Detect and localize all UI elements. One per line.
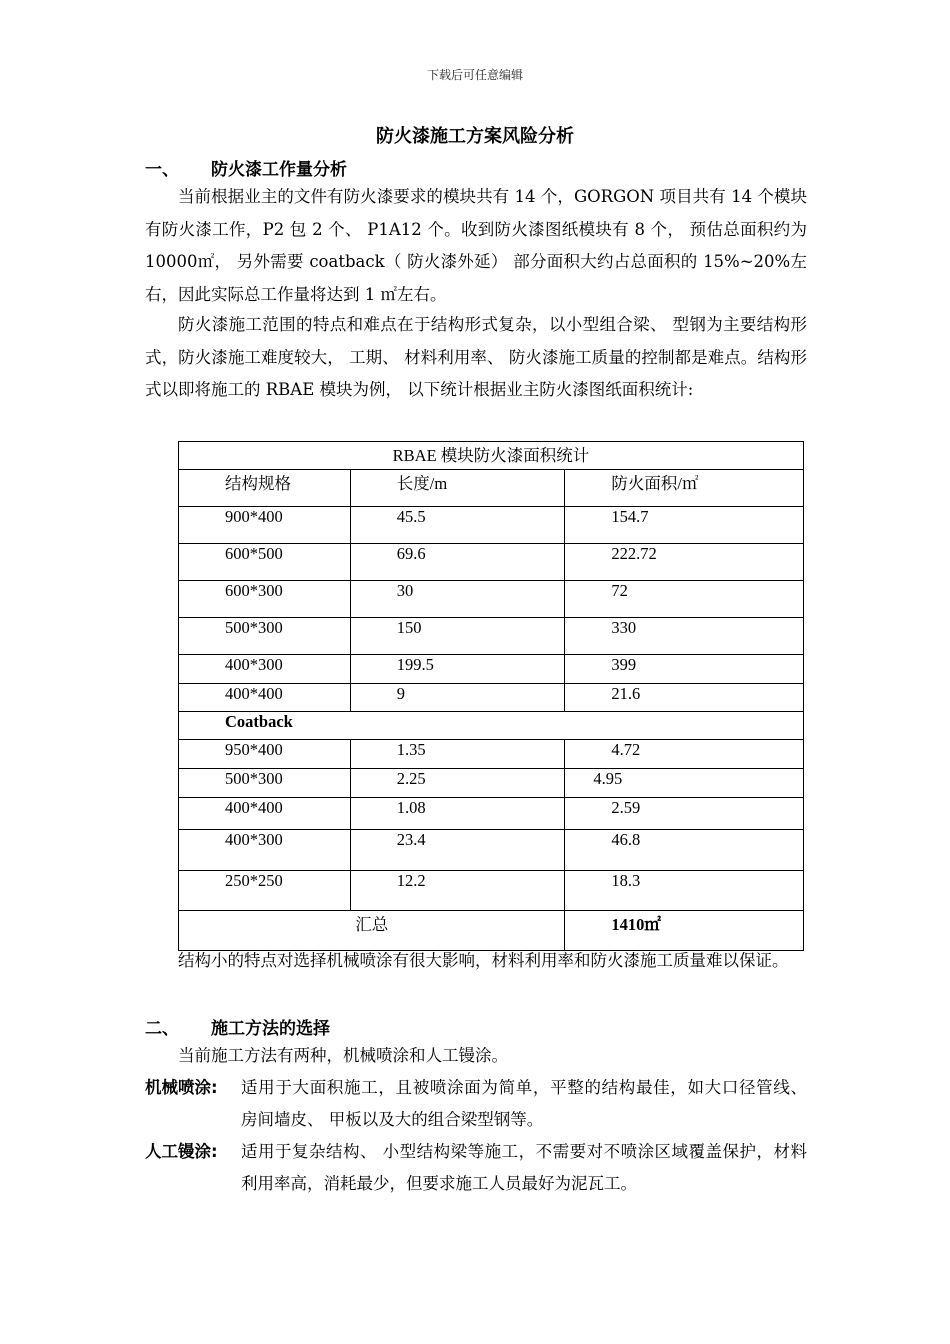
cell-area: 4.72 <box>565 740 804 769</box>
cell-area: 399 <box>565 655 804 684</box>
cell-area: 46.8 <box>565 830 804 871</box>
cell-area: 154.7 <box>565 507 804 544</box>
header-area: 防火面积/㎡ <box>565 470 804 507</box>
cell-length: 12.2 <box>350 871 565 911</box>
section-2-heading <box>145 1014 330 1039</box>
table-row <box>179 581 804 618</box>
cell-length: 1.35 <box>350 740 565 769</box>
coatback-section-label: Coatback <box>179 712 804 740</box>
cell-area: 21.6 <box>565 684 804 712</box>
table-header-row <box>179 470 804 507</box>
cell-length: 2.25 <box>350 769 565 798</box>
cell-length: 30 <box>350 581 565 618</box>
table-row <box>179 684 804 712</box>
cell-spec: 400*400 <box>179 684 351 712</box>
header-spec: 结构规格 <box>179 470 351 507</box>
cell-length: 9 <box>350 684 565 712</box>
method-description: 适用于大面积施工，且被喷涂面为简单，平整的结构最佳，如大口径管线、 房间墙皮、 甲板以及大的组合梁型钢等。 <box>241 1078 807 1129</box>
section-2-number: 二、 <box>145 1019 179 1039</box>
cell-area: 330 <box>565 618 804 655</box>
cell-area: 4.95 <box>565 769 804 798</box>
cell-area: 222.72 <box>565 544 804 581</box>
section-1-paragraph-1: 当前根据业主的文件有防火漆要求的模块共有 14 个，GORGON 项目共有 14 个模块有防火漆工作，P2 包 2 个、 P1A12 个。收到防火漆图纸模块有 8 个， 预估总面积约为 10000㎡， 另外需要 coatback（ 防火漆外延） 部分面积大约占总面积的 15%~20%左右，因此实际总工作量将达到 1 ㎡左右。 <box>145 187 807 304</box>
cell-length: 69.6 <box>350 544 565 581</box>
table-row <box>179 618 804 655</box>
method-item <box>145 1136 807 1200</box>
cell-spec: 900*400 <box>179 507 351 544</box>
cell-length: 1.08 <box>350 798 565 830</box>
cell-spec: 400*400 <box>179 798 351 830</box>
table-row <box>179 740 804 769</box>
table-row <box>179 655 804 684</box>
section-2-title: 施工方法的选择 <box>211 1019 330 1039</box>
after-table-paragraph: 结构小的特点对选择机械喷涂有很大影响，材料利用率和防火漆施工质量难以保证。 <box>178 951 789 970</box>
header-length: 长度/m <box>350 470 565 507</box>
cell-area: 72 <box>565 581 804 618</box>
cell-spec: 500*300 <box>179 769 351 798</box>
cell-length: 45.5 <box>350 507 565 544</box>
table-row <box>179 830 804 871</box>
header-note: 下载后可任意编辑 <box>426 68 523 82</box>
method-item <box>145 1072 807 1136</box>
cell-spec: 950*400 <box>179 740 351 769</box>
method-term: 人工镘涂: <box>145 1142 218 1161</box>
cell-length: 199.5 <box>350 655 565 684</box>
section-1-title: 防火漆工作量分析 <box>211 160 347 180</box>
methods-list <box>145 1072 807 1200</box>
section-2-intro: 当前施工方法有两种，机械喷涂和人工镘涂。 <box>178 1046 508 1065</box>
table-row <box>179 769 804 798</box>
section-1-heading <box>145 155 347 180</box>
method-term: 机械喷涂: <box>145 1078 218 1097</box>
area-statistics-table <box>178 441 804 951</box>
total-value: 1410㎡ <box>565 911 804 951</box>
cell-spec: 400*300 <box>179 830 351 871</box>
table-row <box>179 798 804 830</box>
cell-spec: 400*300 <box>179 655 351 684</box>
table-row <box>179 871 804 911</box>
cell-area: 18.3 <box>565 871 804 911</box>
cell-spec: 600*300 <box>179 581 351 618</box>
cell-length: 150 <box>350 618 565 655</box>
section-1-paragraph-2: 防火漆施工范围的特点和难点在于结构形式复杂，以小型组合梁、 型钢为主要结构形式，防火漆施工难度较大， 工期、 材料利用率、 防火漆施工质量的控制都是难点。结构形式以即将施工的 RBAE 模块为例， 以下统计根据业主防火漆图纸面积统计: <box>145 315 807 399</box>
table-row <box>179 544 804 581</box>
section-1-number: 一、 <box>145 160 179 180</box>
cell-area: 2.59 <box>565 798 804 830</box>
cell-length: 23.4 <box>350 830 565 871</box>
table-caption: RBAE 模块防火漆面积统计 <box>179 442 804 470</box>
cell-spec: 500*300 <box>179 618 351 655</box>
cell-spec: 250*250 <box>179 871 351 911</box>
document-title: 防火漆施工方案风险分析 <box>376 126 574 147</box>
table-row <box>179 507 804 544</box>
cell-spec: 600*500 <box>179 544 351 581</box>
total-label: 汇总 <box>179 911 565 951</box>
method-description: 适用于复杂结构、 小型结构梁等施工，不需要对不喷涂区域覆盖保护，材料利用率高，消耗最少，但要求施工人员最好为泥瓦工。 <box>241 1142 807 1193</box>
